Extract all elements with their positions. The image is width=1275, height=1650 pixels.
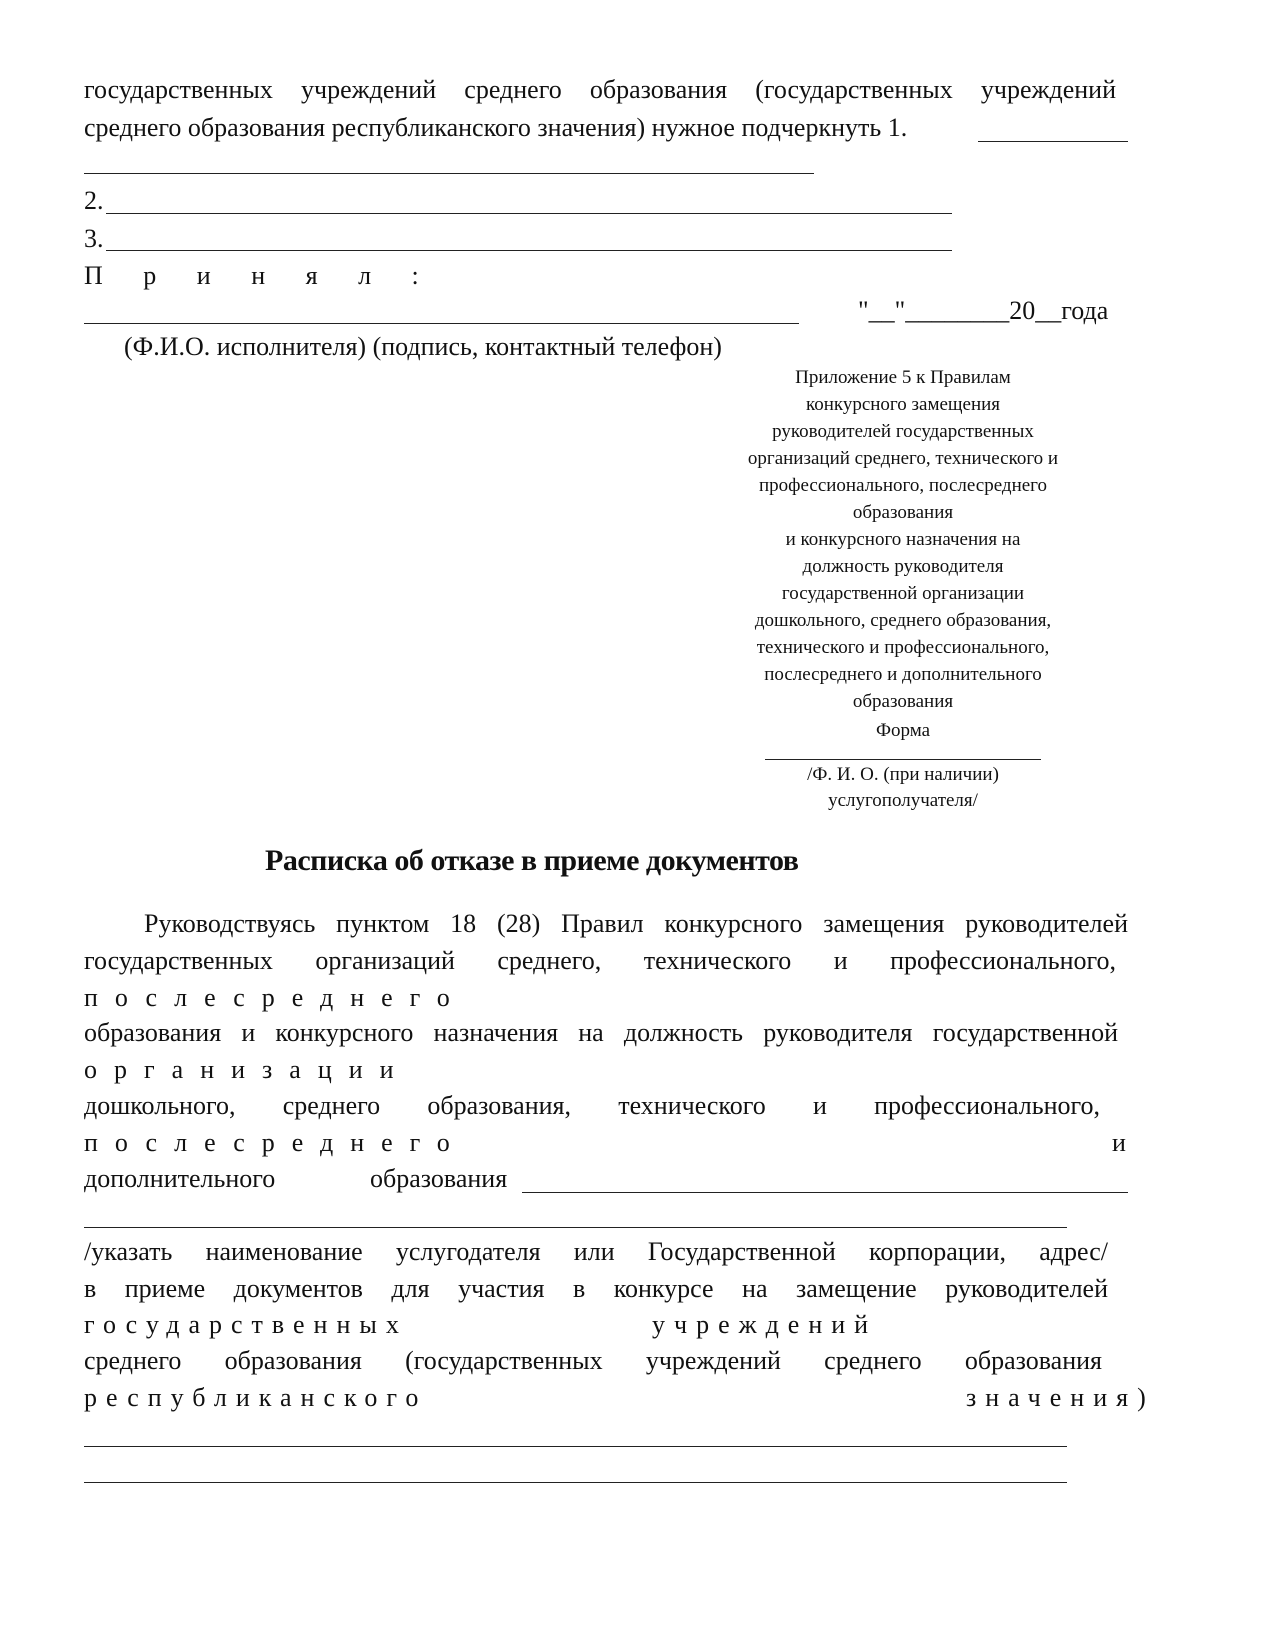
annex-line: государственной организации (781, 583, 1025, 604)
executor-caption: (Ф.И.О. исполнителя) (подпись, контактный телефон) (124, 332, 722, 361)
item-2-label: 2. (84, 186, 104, 215)
para2-line2a: государственных (84, 1310, 408, 1339)
form-label: Форма (875, 720, 931, 741)
blank-line-1 (978, 141, 1128, 142)
annex-line: образования (852, 502, 954, 523)
blank-line-1-cont (84, 173, 814, 174)
recipient-caption-1: /Ф. И. О. (при наличии) (807, 764, 999, 785)
para2-line3: среднего образования (государственных учреждений среднего образования (84, 1346, 1102, 1375)
annex-line: профессионального, послесреднего (759, 475, 1047, 496)
para1-line7a: послесреднего (84, 1128, 467, 1157)
para1-line5: организации (84, 1055, 411, 1084)
date-field: "__"________20__года (858, 296, 1109, 325)
annex-line: образования (852, 691, 954, 712)
annex-line: руководителей государственных (772, 421, 1034, 442)
blank-line-2 (106, 213, 952, 214)
para1-line7b: и (1112, 1128, 1126, 1157)
blank-line-3 (106, 250, 952, 251)
annex-line: послесреднего и дополнительного (764, 664, 1042, 685)
para2-line4a: республиканского (84, 1383, 428, 1412)
blank-line-bottom-1 (84, 1446, 1067, 1447)
annex-line: должность руководителя (802, 556, 1004, 577)
document-title: Расписка об отказе в приеме документов (265, 844, 799, 877)
para2-line1: в приеме документов для участия в конкурсе на замещение руководителей (84, 1274, 1108, 1303)
para1-line8a: дополнительного (84, 1164, 276, 1193)
annex-line: технического и профессионального, (756, 637, 1050, 658)
executor-signature-line (84, 323, 799, 324)
para1-line1: Руководствуясь пунктом 18 (28) Правил конкурсного замещения руководителей (144, 909, 1128, 938)
para2-line2b: учреждений (652, 1310, 878, 1339)
para2-line4b: значения) (966, 1383, 1155, 1412)
provider-name-line (522, 1192, 1128, 1193)
top-text-line-2: среднего образования республиканского значения) нужное подчеркнуть 1. (84, 113, 908, 142)
provider-caption: /указать наименование услугодателя или Государственной корпорации, адрес/ (84, 1237, 1108, 1266)
recipient-caption-2: услугополучателя/ (828, 790, 978, 811)
annex-block (740, 364, 1066, 744)
annex-line: дошкольного, среднего образования, (754, 610, 1052, 631)
para1-line8b: образования (370, 1164, 508, 1193)
annex-line: и конкурсного назначения на (785, 529, 1021, 550)
annex-line: Приложение 5 к Правилам (795, 367, 1011, 388)
annex-line: организаций среднего, технического и (747, 448, 1059, 469)
para1-line6: дошкольного, среднего образования, технического и профессионального, (84, 1091, 1100, 1120)
blank-line-bottom-2 (84, 1482, 1067, 1483)
para1-line2: государственных организаций среднего, технического и профессионального, (84, 946, 1116, 975)
accepted-label: П р и н я л : (84, 261, 436, 290)
para1-line3: послесреднего (84, 983, 467, 1012)
para1-line4: образования и конкурсного назначения на должность руководителя государственной (84, 1018, 1118, 1047)
recipient-name-line (765, 759, 1041, 760)
top-text-line-1: государственных учреждений среднего образования (государственных учреждений (84, 75, 1116, 104)
provider-name-line-2 (84, 1227, 1067, 1228)
annex-line: конкурсного замещения (805, 394, 1001, 415)
item-3-label: 3. (84, 224, 104, 253)
